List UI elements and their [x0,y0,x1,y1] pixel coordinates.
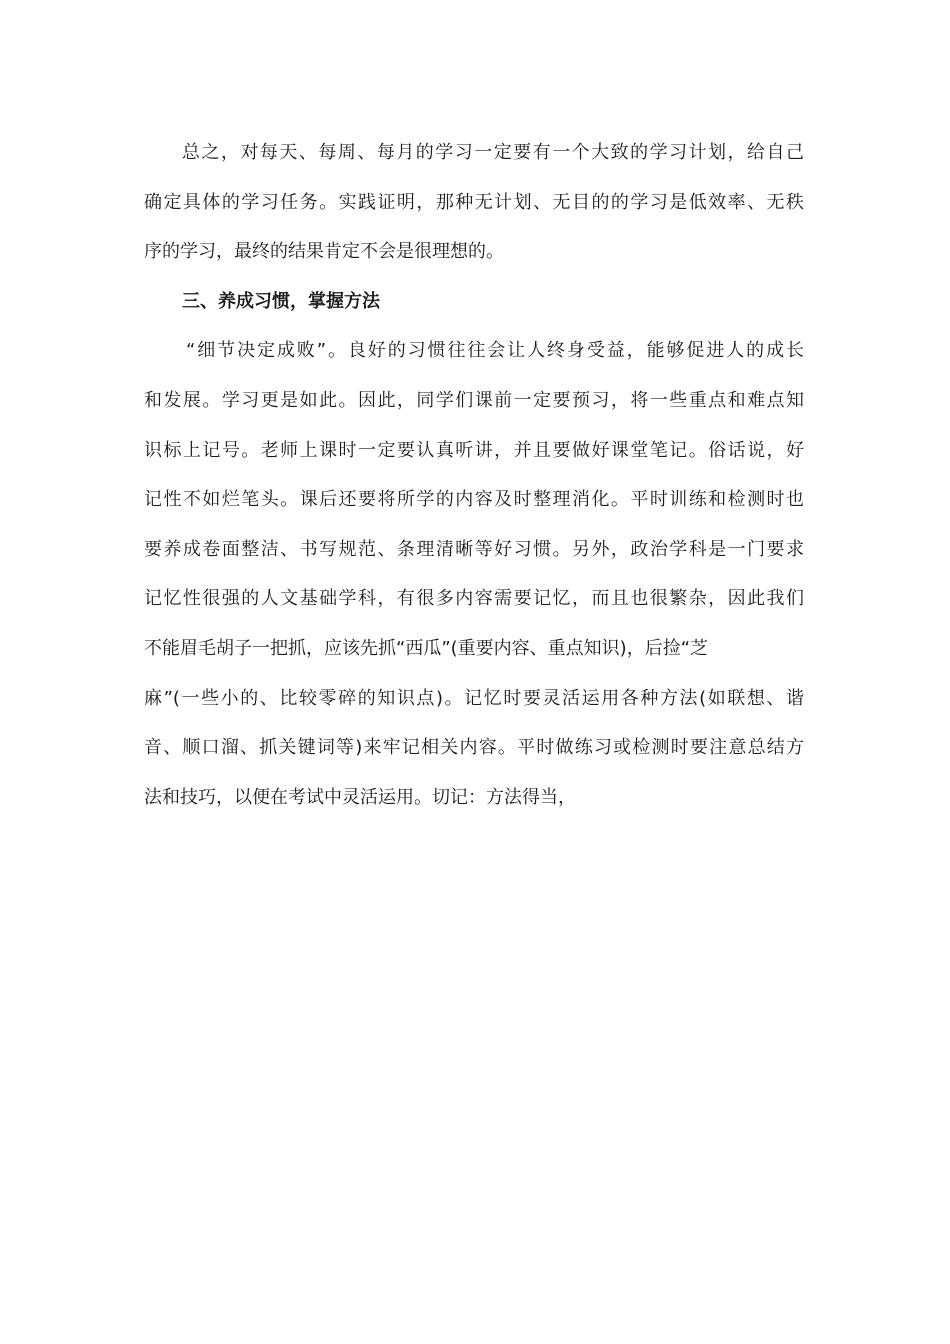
paragraph-line: 要养成卷面整洁、书写规范、条理清晰等好习惯。另外，政治学科是一门要求 [144,538,804,560]
paragraph-line: 总之，对每天、每周、每月的学习一定要有一个大致的学习计划，给自己 [182,142,804,163]
paragraph-line: 法和技巧，以便在考试中灵活运用。切记：方法得当， [144,786,576,808]
paragraph-line: 识标上记号。老师上课时一定要认真听讲，并且要做好课堂笔记。俗话说，好 [144,439,804,461]
paragraph-line: 麻”(一些小的、比较零碎的知识点)。记忆时要灵活运用各种方法(如联想、谐 [144,687,804,709]
paragraph-line: 和发展。学习更是如此。因此，同学们课前一定要预习，将一些重点和难点知 [144,389,804,411]
paragraph-line: “细节决定成败”。良好的习惯往往会让人终身受益，能够促进人的成长 [186,340,804,362]
paragraph-line: 不能眉毛胡子一把抓，应该先抓“西瓜”(重要内容、重点知识)，后捡“芝 [144,637,709,659]
paragraph-line: 记性不如烂笔头。课后还要将所学的内容及时整理消化。平时训练和检测时也 [144,489,804,511]
section-heading: 三、养成习惯，掌握方法 [182,290,380,312]
paragraph-summary [144,128,804,277]
paragraph-line: 确定具体的学习任务。实践证明，那种无计划、无目的的学习是低效率、无秩 [144,191,804,213]
paragraph-line: 记忆性很强的人文基础学科，有很多内容需要记忆，而且也很繁杂，因此我们 [144,588,804,610]
paragraph-habits-methods [144,326,804,822]
paragraph-line: 音、顺口溜、抓关键词等)来牢记相关内容。平时做练习或检测时要注意总结方 [144,737,804,759]
document-body [144,128,804,822]
paragraph-line: 序的学习，最终的结果肯定不会是很理想的。 [144,241,504,263]
